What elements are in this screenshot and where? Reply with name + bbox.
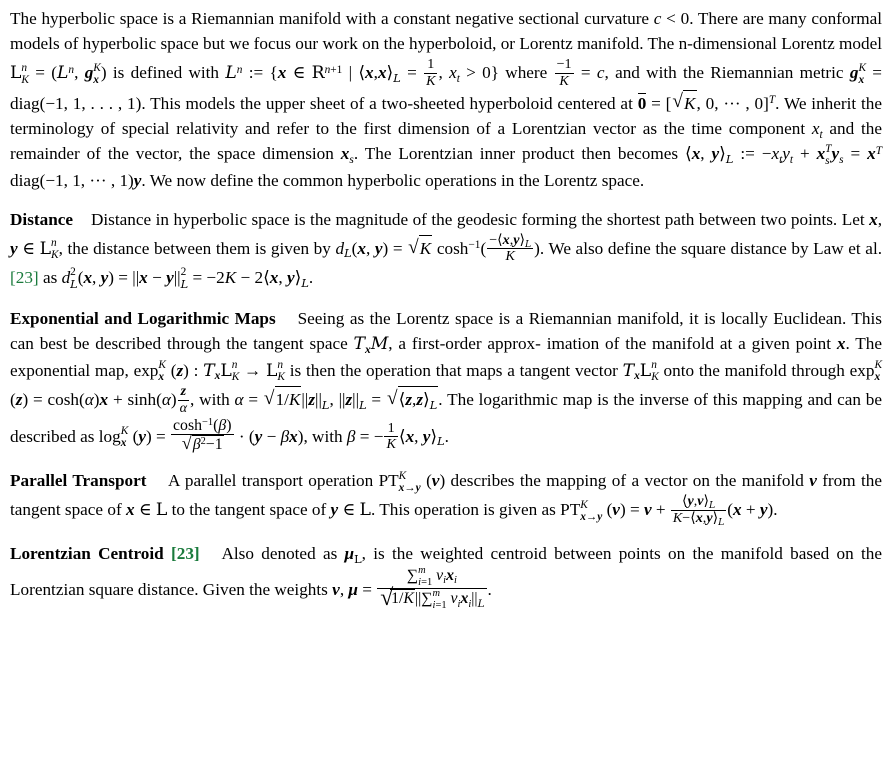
- paragraph-lorentzian-centroid: Lorentzian Centroid [23] Also denoted as $\mu_L$, is the weighted centroid between points on the manifold based on the Lorentzian square distance. Given the weights ν, μ = ∑ m i=1 $\nu_ix_i$ √ 1/K||∑ m i=1 $\nu_ix_i||_L$ .: [10, 541, 882, 611]
- heading-exp-log-maps: Exponential and Logarithmic Maps: [10, 308, 276, 328]
- paragraph-parallel-transport: Parallel Transport A parallel transport operation PT K x→y (v) describes the mapping of a vector on the manifold v from the tangent space of x ∈ L to the tangent space of y ∈ L. This operation is given as PT K x→y (v) = v + $\frac{⟨y,v⟩_L}{K-⟨x,y⟩_L}$ (x + y).: [10, 469, 882, 529]
- paragraph-intro: The hyperbolic space is a Riemannian manifold with a constant negative sectional curvature c < 0. There are many conformal models of hyperbolic space but we focus our work on the hyperboloid, or Lorentz manifold. The n-dimensional Lorentz model L n K = ($L^n$, g K x ) is defined with $L^n$ := {x ∈ $R^{n+1}$ | $⟨x,x⟩_L$ = $\frac{1}{K}$ , $x_t > 0$} where $\frac{-1}{K}$ = c, and with the Riemannian metric g K x = diag(−1, 1, . . . , 1). This models the upper sheet of a two-sheeted hyperboloid centered at 0 = [ √ K, 0, ··· , 0]$^T$. We inherit the terminology of special relativity and refer to the first dimension of a Lorentzian vector as the time component $x_t$ and the remainder of the vector, the space dimension $x_s$. The Lorentzian inner product then becomes ⟨x, $y⟩_L$ := $-x_ty_t + x$ T s $y_s = x^T$ diag(−1, 1, ··· , 1)y. We now define the common hyperbolic operations in the Lorentz space.: [10, 6, 882, 193]
- citation-23-centroid[interactable]: [23]: [171, 543, 200, 563]
- paragraph-exp-log-maps: Exponential and Logarithmic Maps Seeing as the Lorentz space is a Riemannian manifold, it is locally Euclidean. This can best be described through the tangent space $T_xM$, a first-order approx- imation of the manifold at a given point x. The exponential map, exp K x (z) : $T_xL$ n K → L n K is then the operation that maps a tangent vector $T_xL$ n K onto the manifold through exp K x (z) = cosh(α)x + sinh(α) $\frac{z}{\alpha}$ , with α = √ $1/K||z||_L$, $||z||_L$ = √ $⟨z,z⟩_L$. The logarithmic map is the inverse of this mapping and can be described as log K x (y) = $\cosh^{-1}(\beta)$ √ $\beta^2-1$ · (y − βx), with β = − $\frac{1}{K}$ ⟨x, $y⟩_L$.: [10, 306, 882, 454]
- heading-distance: Distance: [10, 210, 74, 230]
- heading-lorentzian-centroid: Lorentzian Centroid: [10, 543, 164, 563]
- citation-23[interactable]: [23]: [10, 268, 39, 288]
- heading-parallel-transport: Parallel Transport: [10, 470, 147, 490]
- paragraph-distance: Distance Distance in hyperbolic space is the magnitude of the geodesic forming the shortest path between two points. Let x, y ∈ L n K , the distance between them is given by $d_L(x$, y) = √ K $\cosh^{-1}$( $\frac{-⟨x,y⟩_L}{K}$ ). We also define the square distance by Law et al. [23] as d 2 L (x, y) = ||x − y|| 2 L = −2K − 2⟨x, $y⟩_L$.: [10, 207, 882, 291]
